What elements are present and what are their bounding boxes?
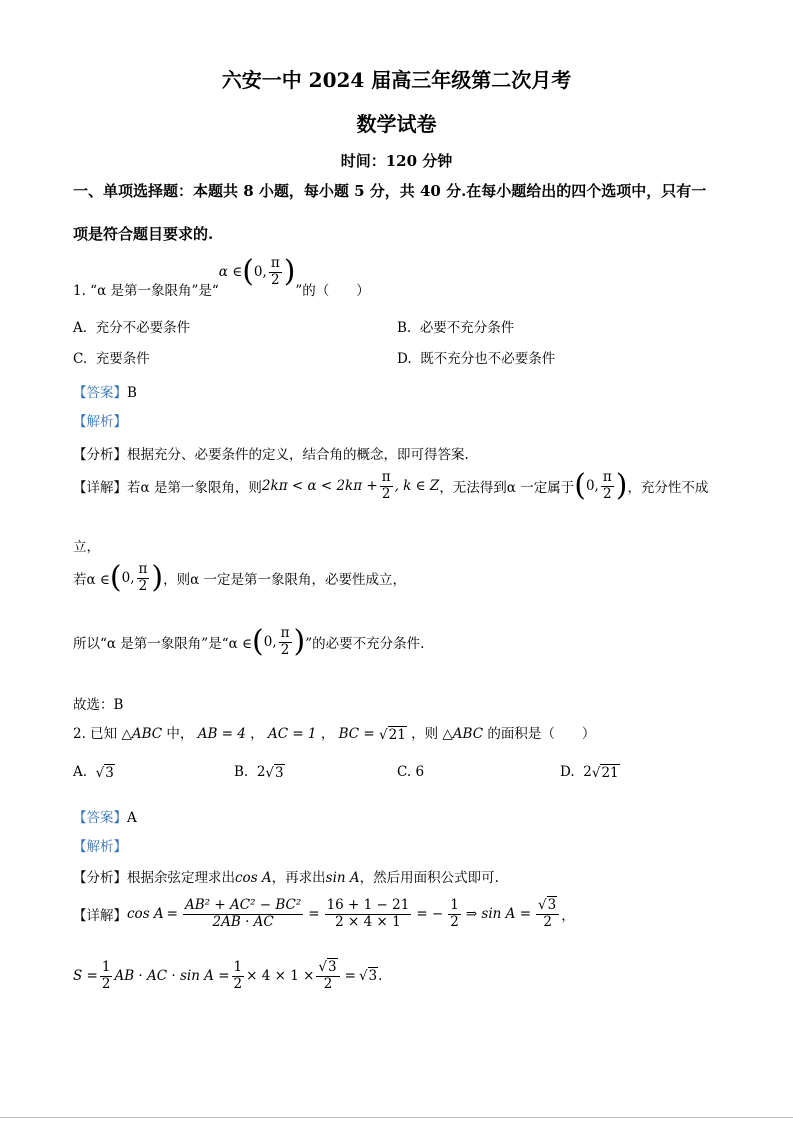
q2-arrow: ⇒ sin A = — [465, 906, 532, 923]
option-coef: 2 — [583, 764, 592, 780]
q2-comma: ， — [250, 726, 264, 742]
q2-cosA: cos A — [127, 906, 164, 923]
option-text: 必要不充分条件 — [419, 320, 515, 336]
q1-detail-d: 立， — [73, 539, 100, 555]
q1-option-a[interactable] — [73, 316, 190, 336]
q2-detail: 【详解】 cos A = $\frac{\text{AB² + AC² − BC²}}{2AB \cdot AC}$ = $\frac{16 + 1 - 21}{2 \times 4 \times 1}$ = − $\frac{1}{2}$ ⇒ sin A = $\frac{√3}{2}$ ， — [73, 897, 575, 930]
q1-pi: π — [270, 254, 280, 271]
eq-sign: = — [308, 906, 320, 923]
left-paren-glyph: ( — [574, 468, 586, 504]
q2-prefix: 2. 已知 — [73, 726, 118, 742]
q2-option-b[interactable]: B. 2√3 — [234, 764, 284, 781]
q2-S-left: S = — [73, 968, 98, 985]
q2-answer — [73, 806, 137, 826]
q2-option-c[interactable] — [397, 764, 424, 780]
frac-den: 2 — [381, 485, 391, 502]
q1-option-c[interactable] — [73, 347, 150, 367]
q2-ab: AB = 4 — [197, 726, 246, 742]
q1-option-b[interactable] — [397, 316, 514, 336]
frac-num: 1 — [233, 959, 243, 976]
eq-sign: = — [344, 968, 356, 985]
eq-sign: = — [166, 906, 178, 923]
q2-bc: BC = — [338, 726, 375, 742]
q2-triangle: △ABC — [121, 726, 163, 742]
answer-value: A — [127, 810, 137, 826]
q2-tail: 的面积是（ ） — [487, 726, 596, 742]
exam-time: 时间：120 分钟 — [340, 152, 453, 170]
q1-option-d[interactable] — [397, 347, 555, 367]
q2-comma: ， — [561, 908, 575, 925]
q2-option-a[interactable]: A. √3 — [73, 764, 114, 781]
option-coef: 2 — [256, 764, 266, 780]
minus-sign: = − — [416, 906, 444, 923]
right-paren-glyph: ) — [283, 254, 296, 289]
frac-num: π — [280, 625, 290, 641]
q1-detail-text-b: ，无法得到α 一定属于 — [439, 480, 575, 497]
q2-ac: AC = 1 — [267, 726, 317, 742]
frac-den: 2 — [450, 913, 459, 930]
q1-detail-text-a: 【详解】若α 是第一象限角，则 — [73, 480, 262, 497]
q2-period: . — [378, 968, 383, 985]
option-text: 充要条件 — [95, 351, 150, 367]
q2-fenxi — [73, 866, 499, 886]
frac-num: 16 + 1 − 21 — [326, 897, 410, 914]
frac-den: 2 — [138, 577, 148, 594]
q1-zero: 0, — [253, 264, 267, 280]
q2-bc-radicand: 21 — [388, 726, 406, 743]
frac-den: 2AB · AC — [212, 913, 274, 930]
q1-zero: 0, — [585, 478, 599, 495]
section1-heading-line2: 项是符合题目要求的. — [73, 225, 214, 243]
q1-line-suoyi — [73, 626, 424, 658]
q2-comma: ， — [320, 726, 335, 742]
frac-den: 2 — [280, 641, 290, 658]
q2-S-mid2: × 4 × 1 × — [246, 968, 315, 985]
q1-suoyi-text-a: 所以“α 是第一象限角”是“α ∈ — [73, 636, 253, 653]
option-radicand: 21 — [601, 764, 619, 781]
right-paren-glyph: ) — [151, 560, 164, 596]
frac-num: π — [381, 469, 391, 485]
frac-den: 2 — [602, 485, 612, 502]
option-label: D. — [560, 764, 575, 780]
q1-suoyi-text-b: ”的必要不充分条件. — [305, 636, 425, 653]
option-label: A. — [73, 320, 88, 336]
page-title: 六安一中 2024 届高三年级第二次月考 — [221, 68, 572, 92]
frac-num-radicand: 3 — [328, 959, 337, 975]
q2-analysis-tag: 【解析】 — [73, 839, 127, 855]
frac-den: 2 — [233, 975, 243, 992]
answer-tag: 【答案】 — [73, 385, 127, 401]
q1-detail-ineq-right: , k ∈ Z — [394, 478, 440, 495]
q2-stem: 2. 已知 △ABC 中， AB = 4 ， AC = 1 ， BC = √21 ，则 △ABC 的面积是（ ） — [73, 726, 596, 743]
q1-ruo-text-a: 若α ∈ — [73, 572, 110, 589]
frac-num: AB² + AC² − BC² — [184, 897, 302, 914]
q2-cosA: cos A — [235, 870, 272, 886]
q2-zhong: 中， — [166, 726, 194, 742]
option-label: D. — [397, 351, 412, 367]
option-text: 充分不必要条件 — [95, 320, 191, 336]
option-label: C. — [73, 351, 88, 367]
frac-num: π — [138, 561, 148, 577]
q1-fenxi: 【分析】根据充分、必要条件的定义，结合角的概念，即可得答案. — [73, 447, 469, 463]
q2-ze: ，则 — [411, 726, 439, 742]
option-label: B. — [397, 320, 412, 336]
q2-result-radicand: 3 — [368, 968, 378, 985]
option-label: A. — [73, 764, 88, 780]
q1-two: 2 — [270, 271, 280, 288]
q2-fenxi-a: 【分析】根据余弦定理求出 — [73, 870, 235, 886]
right-paren-glyph: ) — [615, 468, 628, 504]
frac-num: π — [602, 469, 612, 485]
option-radicand: 3 — [105, 764, 114, 781]
frac-den: 2 — [101, 975, 111, 992]
answer-value: B — [127, 385, 137, 401]
option-radicand: 3 — [275, 764, 284, 781]
q2-fenxi-c: ，然后用面积公式即可. — [359, 870, 499, 886]
answer-tag: 【答案】 — [73, 810, 127, 826]
frac-num: 1 — [101, 959, 111, 976]
q2-option-d[interactable]: D. 2√21 — [560, 764, 619, 781]
q2-triangle: △ABC — [442, 726, 484, 742]
q1-detail-text-c: ，充分性不成 — [627, 480, 709, 497]
q1-line-ruo — [73, 562, 406, 594]
q2-sinA: sin A — [325, 870, 360, 886]
page-subtitle: 数学试卷 — [356, 112, 437, 136]
q1-stem-suffix: ”的（ ） — [295, 283, 370, 299]
q1-zero: 0, — [121, 570, 135, 587]
page-bottom-divider — [0, 1117, 793, 1118]
frac-num: 1 — [450, 897, 459, 914]
section1-heading-line1: 一、单项选择题：本题共 8 小题，每小题 5 分，共 40 分.在每小题给出的四个选项中，只有一 — [73, 182, 707, 200]
frac-den: 2 — [323, 975, 333, 992]
q1-set-alpha: α ∈ — [218, 264, 243, 280]
q2-area-formula: S = $\frac{1}{2}$ AB · AC · sin A = $\frac{1}{2}$ × 4 × 1 × $\frac{√3}{2}$ = √3 . — [73, 959, 383, 992]
q1-detail — [73, 470, 708, 502]
option-coef: 6 — [415, 764, 425, 780]
q1-stem-prefix: 1. “α 是第一象限角”是“ — [73, 283, 219, 299]
option-label: C. — [397, 764, 412, 780]
q1-stem — [73, 254, 370, 299]
frac-den: 2 × 4 × 1 — [335, 913, 401, 930]
q2-detail-tag: 【详解】 — [73, 908, 127, 925]
q2-S-mid: AB · AC · sin A = — [114, 968, 230, 985]
q1-zero: 0, — [263, 634, 277, 651]
frac-num-radicand: 3 — [547, 897, 557, 913]
option-text: 既不充分也不必要条件 — [420, 351, 556, 367]
q2-fenxi-b: ，再求出 — [271, 870, 326, 886]
q1-ruo-text-b: ，则α 一定是第一象限角，必要性成立， — [163, 572, 407, 589]
left-paren-glyph: ( — [252, 624, 264, 660]
frac-den: 2 — [543, 913, 552, 930]
left-paren-glyph: ( — [109, 560, 122, 596]
q1-analysis-tag: 【解析】 — [73, 414, 127, 430]
right-paren-glyph: ) — [293, 624, 306, 660]
q1-detail-ineq-left: 2kπ < α < 2kπ + — [261, 478, 378, 495]
left-paren-glyph: ( — [242, 254, 254, 289]
q1-set-expression — [219, 256, 296, 288]
q1-answer — [73, 381, 137, 401]
q1-choice: 故选：B — [73, 697, 124, 713]
option-label: B. — [234, 764, 249, 780]
